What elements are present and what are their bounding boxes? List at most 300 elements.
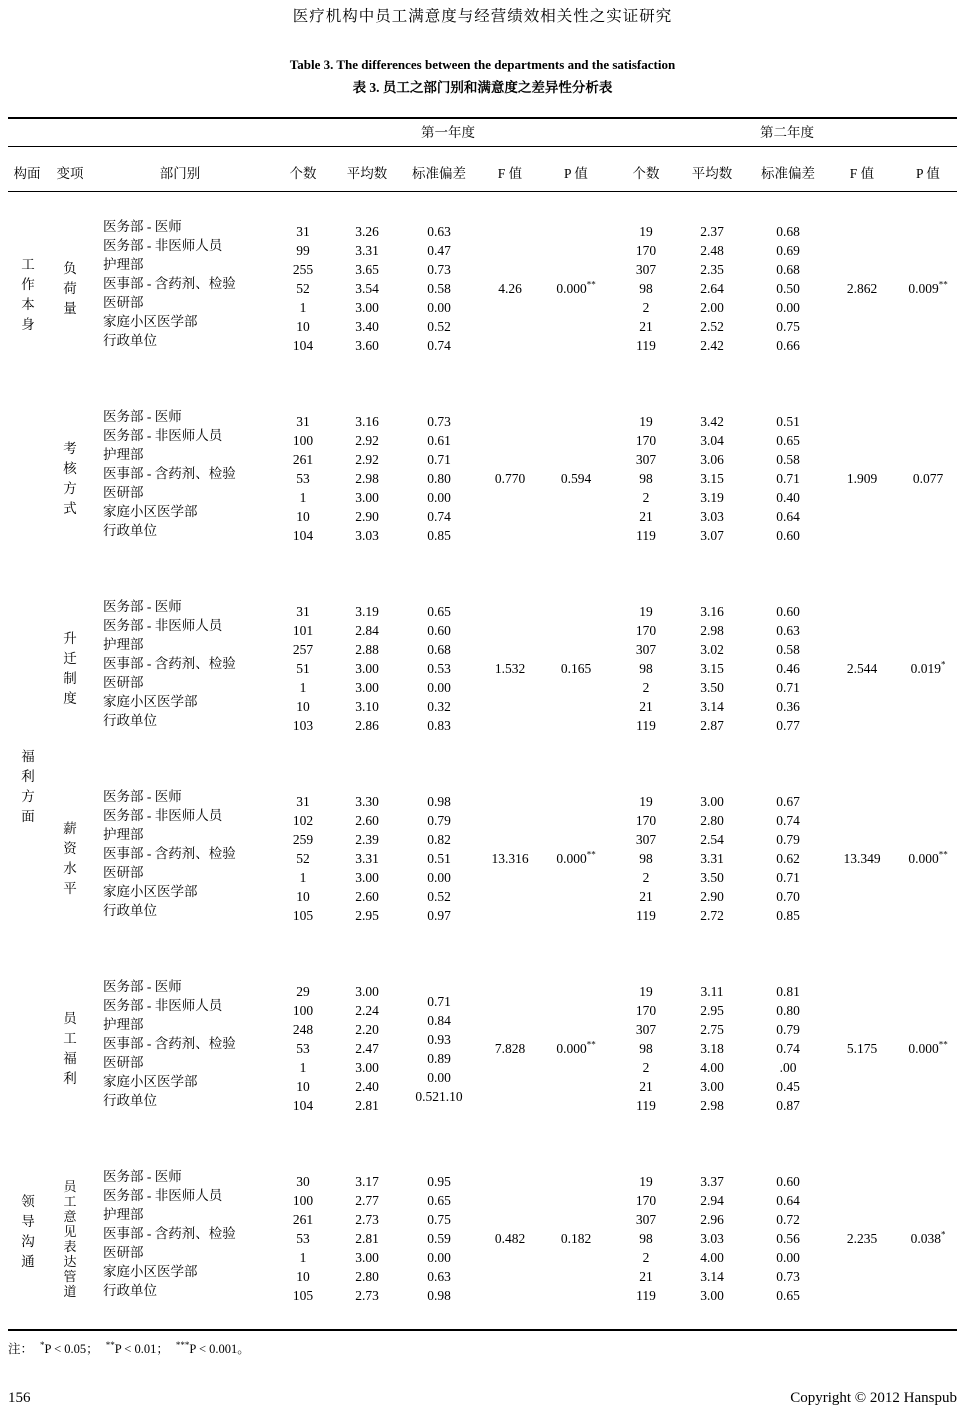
cell-value: 10 xyxy=(296,509,310,524)
cell-value: 医务部 - 非医师人员 xyxy=(103,808,223,823)
cell-value: 0.85 xyxy=(776,908,800,923)
cell-value: 0.73 xyxy=(427,414,451,429)
year2-n-column xyxy=(619,982,673,1115)
cell-value: 医务部 - 医师 xyxy=(103,789,182,804)
cell-value: 3.00 xyxy=(355,870,379,885)
cell-value: 2 xyxy=(642,680,650,695)
cell-value: 3.40 xyxy=(355,319,379,334)
cell-value: 护理部 xyxy=(103,637,144,652)
page-number: 156 xyxy=(8,1390,31,1406)
cell-value: 0.72 xyxy=(776,1212,800,1227)
cell-value: 0.59 xyxy=(427,1231,451,1246)
cell-value: 3.37 xyxy=(700,1174,724,1189)
year1-sd-column xyxy=(404,222,474,355)
cell-value: 0.67 xyxy=(776,794,800,809)
year2-mean-column xyxy=(684,1172,740,1305)
cell-value: 0.73 xyxy=(776,1269,800,1284)
cell-value: 3.00 xyxy=(355,1060,379,1075)
cell-value: 0.98 xyxy=(427,794,451,809)
cell-value: 0.60 xyxy=(776,528,800,543)
cell-value: 19 xyxy=(639,604,653,619)
cell-value: 0.98 xyxy=(427,1288,451,1303)
cell-value: 2.81 xyxy=(355,1231,379,1246)
cell-value: 0.97 xyxy=(427,908,451,923)
cell-value: 医研部 xyxy=(103,295,144,310)
cell-value: 医务部 - 医师 xyxy=(103,1169,182,1184)
cell-value: 2.92 xyxy=(355,433,379,448)
year1-sd-column xyxy=(404,992,474,1106)
department-column xyxy=(103,977,303,1110)
cell-value: 21 xyxy=(639,699,653,714)
cell-value: 2.00 xyxy=(700,300,724,315)
cell-value: 2.98 xyxy=(355,471,379,486)
cell-value: 119 xyxy=(636,908,656,923)
cell-value: 0.00 xyxy=(427,1070,451,1085)
table-title-zh: 表 3. 员工之部门别和满意度之差异性分析表 xyxy=(352,80,613,95)
cell-value: 0.95 xyxy=(427,1174,451,1189)
year2-n-column xyxy=(619,1172,673,1305)
cell-value: 170 xyxy=(635,813,657,828)
table-rule-top xyxy=(8,117,957,119)
column-header-f-y2: F 值 xyxy=(849,166,875,181)
variable-label: 员 工 福 利 xyxy=(63,1010,77,1086)
cell-value: 2.88 xyxy=(355,642,379,657)
cell-value: 行政单位 xyxy=(103,333,157,348)
cell-value: 2.86 xyxy=(355,718,379,733)
cell-value: 0.40 xyxy=(776,490,800,505)
year1-p-value: 0.594 xyxy=(560,471,592,486)
cell-value: 261 xyxy=(292,452,314,467)
cell-value: 1 xyxy=(299,300,307,315)
cell-value: 0.45 xyxy=(776,1079,800,1094)
cell-value: 3.18 xyxy=(700,1041,724,1056)
cell-value: 52 xyxy=(296,851,310,866)
year2-f-value: 5.175 xyxy=(846,1041,878,1056)
year1-p-value: 0.000** xyxy=(556,1039,596,1056)
year1-p-value: 0.000** xyxy=(556,849,596,866)
cell-value: 0.73 xyxy=(427,262,451,277)
cell-value: 105 xyxy=(292,908,314,923)
cell-value: 医研部 xyxy=(103,1055,144,1070)
cell-value: 2.48 xyxy=(700,243,724,258)
cell-value: 0.64 xyxy=(776,509,800,524)
cell-value: 257 xyxy=(292,642,314,657)
cell-value: 3.31 xyxy=(355,851,379,866)
department-column xyxy=(103,217,303,350)
cell-value: 10 xyxy=(296,699,310,714)
cell-value: 2.84 xyxy=(355,623,379,638)
cell-value: 31 xyxy=(296,224,310,239)
year1-sd-column xyxy=(404,792,474,925)
cell-value: 0.51 xyxy=(427,851,451,866)
cell-value: 家庭小区医学部 xyxy=(103,1264,198,1279)
year2-f-value: 2.235 xyxy=(846,1231,878,1246)
cell-value: 307 xyxy=(635,452,657,467)
cell-value: 0.50 xyxy=(776,281,800,296)
cell-value: 2.40 xyxy=(355,1079,379,1094)
year1-n-column xyxy=(276,222,330,355)
cell-value: 0.58 xyxy=(427,281,451,296)
cell-value: 4.00 xyxy=(700,1250,724,1265)
cell-value: 2.20 xyxy=(355,1022,379,1037)
cell-value: 1 xyxy=(299,1250,307,1265)
table-rule-bottom xyxy=(8,1329,957,1331)
year1-f-value: 4.26 xyxy=(498,281,522,296)
table-title-en: Table 3. The differences between the departments and the satisfaction xyxy=(289,57,676,72)
cell-value: 19 xyxy=(639,1174,653,1189)
note-segment: *P < 0.05； xyxy=(40,1339,99,1356)
cell-value: 3.03 xyxy=(700,509,724,524)
year1-mean-column xyxy=(339,792,395,925)
cell-value: 2.60 xyxy=(355,813,379,828)
cell-value: 119 xyxy=(636,528,656,543)
year1-f-value: 7.828 xyxy=(494,1041,526,1056)
cell-value: 医事部 - 含药剂、检验 xyxy=(103,466,236,481)
cell-value: 2.42 xyxy=(700,338,724,353)
cell-value: 3.15 xyxy=(700,661,724,676)
year2-n-column xyxy=(619,792,673,925)
cell-value: 104 xyxy=(292,1098,314,1113)
cell-value: 0.00 xyxy=(427,870,451,885)
cell-value: 3.50 xyxy=(700,870,724,885)
cell-value: 3.04 xyxy=(700,433,724,448)
cell-value: 104 xyxy=(292,338,314,353)
cell-value: 2.77 xyxy=(355,1193,379,1208)
cell-value: 医事部 - 含药剂、检验 xyxy=(103,276,236,291)
cell-value: 119 xyxy=(636,1098,656,1113)
cell-value: 255 xyxy=(292,262,314,277)
cell-value: 119 xyxy=(636,338,656,353)
cell-value: 0.51 xyxy=(776,414,800,429)
cell-value: 0.71 xyxy=(427,994,451,1009)
column-header-p-y1: P 值 xyxy=(564,166,588,181)
cell-value: 103 xyxy=(292,718,314,733)
cell-value: 医事部 - 含药剂、检验 xyxy=(103,1036,236,1051)
year1-mean-column xyxy=(339,222,395,355)
cell-value: 2.90 xyxy=(700,889,724,904)
cell-value: 307 xyxy=(635,1022,657,1037)
table-rule-mid xyxy=(8,146,957,147)
cell-value: 0.64 xyxy=(776,1193,800,1208)
cell-value: 21 xyxy=(639,1269,653,1284)
cell-value: 2.47 xyxy=(355,1041,379,1056)
cell-value: 4.00 xyxy=(700,1060,724,1075)
cell-value: 3.03 xyxy=(700,1231,724,1246)
cell-value: 0.63 xyxy=(776,623,800,638)
cell-value: 0.84 xyxy=(427,1013,451,1028)
column-header-n-y2: 个数 xyxy=(632,166,660,181)
column-header-sd-y1: 标准偏差 xyxy=(412,166,466,181)
cell-value: 0.81 xyxy=(776,984,800,999)
cell-value: 3.54 xyxy=(355,281,379,296)
cell-value: 护理部 xyxy=(103,257,144,272)
cell-value: 21 xyxy=(639,319,653,334)
cell-value: 307 xyxy=(635,1212,657,1227)
year1-p-value: 0.165 xyxy=(560,661,592,676)
group-label-leadership: 领 导 沟 通 xyxy=(21,1194,35,1269)
variable-label: 员 工 意 见 表 达 管 道 xyxy=(63,1178,77,1299)
column-header-goumian: 构面 xyxy=(13,166,41,181)
year2-f-value: 2.544 xyxy=(846,661,878,676)
column-header-bianxiang: 变项 xyxy=(56,166,84,181)
cell-value: 0.75 xyxy=(427,1212,451,1227)
cell-value: 0.65 xyxy=(776,1288,800,1303)
cell-value: .00 xyxy=(779,1060,797,1075)
cell-value: 31 xyxy=(296,604,310,619)
cell-value: 医务部 - 医师 xyxy=(103,599,182,614)
cell-value: 2.73 xyxy=(355,1288,379,1303)
cell-value: 3.42 xyxy=(700,414,724,429)
cell-value: 31 xyxy=(296,794,310,809)
cell-value: 0.79 xyxy=(776,832,800,847)
department-column xyxy=(103,787,303,920)
cell-value: 医务部 - 医师 xyxy=(103,979,182,994)
cell-value: 医研部 xyxy=(103,675,144,690)
cell-value: 99 xyxy=(296,243,310,258)
cell-value: 0.74 xyxy=(776,813,800,828)
cell-value: 0.83 xyxy=(427,718,451,733)
note-prefix: 注： xyxy=(8,1342,34,1356)
cell-value: 0.89 xyxy=(427,1051,451,1066)
cell-value: 3.17 xyxy=(355,1174,379,1189)
cell-value: 3.02 xyxy=(700,642,724,657)
cell-value: 3.00 xyxy=(355,984,379,999)
cell-value: 护理部 xyxy=(103,447,144,462)
cell-value: 1 xyxy=(299,870,307,885)
cell-value: 3.15 xyxy=(700,471,724,486)
department-column xyxy=(103,407,303,540)
cell-value: 10 xyxy=(296,319,310,334)
cell-value: 98 xyxy=(639,1231,653,1246)
year2-p-value: 0.038* xyxy=(910,1229,946,1246)
cell-value: 2.37 xyxy=(700,224,724,239)
cell-value: 0.71 xyxy=(776,870,800,885)
year2-p-value: 0.000** xyxy=(908,1039,948,1056)
cell-value: 170 xyxy=(635,1003,657,1018)
cell-value: 29 xyxy=(296,984,310,999)
cell-value: 0.75 xyxy=(776,319,800,334)
cell-value: 行政单位 xyxy=(103,713,157,728)
cell-value: 170 xyxy=(635,243,657,258)
cell-value: 0.71 xyxy=(427,452,451,467)
cell-value: 3.00 xyxy=(355,490,379,505)
cell-value: 170 xyxy=(635,1193,657,1208)
cell-value: 2.87 xyxy=(700,718,724,733)
variable-label: 负 荷 量 xyxy=(63,260,77,316)
cell-value: 0.56 xyxy=(776,1231,800,1246)
group-label-welfare: 福 利 方 面 xyxy=(21,749,35,824)
cell-value: 3.06 xyxy=(700,452,724,467)
cell-value: 医研部 xyxy=(103,1245,144,1260)
cell-value: 2 xyxy=(642,1250,650,1265)
cell-value: 0.46 xyxy=(776,661,800,676)
cell-value: 2.54 xyxy=(700,832,724,847)
table-block xyxy=(0,1169,965,1305)
cell-value: 0.82 xyxy=(427,832,451,847)
year2-n-column xyxy=(619,222,673,355)
year1-sd-column xyxy=(404,602,474,735)
table-block xyxy=(0,599,965,735)
cell-value: 2.73 xyxy=(355,1212,379,1227)
table-block xyxy=(0,219,965,355)
cell-value: 3.14 xyxy=(700,699,724,714)
cell-value: 248 xyxy=(292,1022,314,1037)
cell-value: 0.62 xyxy=(776,851,800,866)
cell-value: 2.95 xyxy=(700,1003,724,1018)
cell-value: 170 xyxy=(635,623,657,638)
year2-n-column xyxy=(619,602,673,735)
cell-value: 31 xyxy=(296,414,310,429)
cell-value: 21 xyxy=(639,509,653,524)
cell-value: 19 xyxy=(639,794,653,809)
cell-value: 2.35 xyxy=(700,262,724,277)
cell-value: 10 xyxy=(296,1079,310,1094)
cell-value: 3.00 xyxy=(700,1288,724,1303)
cell-value: 家庭小区医学部 xyxy=(103,1074,198,1089)
cell-value: 2.94 xyxy=(700,1193,724,1208)
cell-value: 3.00 xyxy=(355,661,379,676)
table-rule-subheader xyxy=(8,191,957,192)
column-header-sd-y2: 标准偏差 xyxy=(761,166,815,181)
cell-value: 2.96 xyxy=(700,1212,724,1227)
cell-value: 0.00 xyxy=(776,1250,800,1265)
year1-mean-column xyxy=(339,1172,395,1305)
cell-value: 100 xyxy=(292,433,314,448)
cell-value: 98 xyxy=(639,661,653,676)
cell-value: 105 xyxy=(292,1288,314,1303)
cell-value: 0.66 xyxy=(776,338,800,353)
cell-value: 行政单位 xyxy=(103,1093,157,1108)
cell-value: 2 xyxy=(642,1060,650,1075)
variable-label: 升 迁 制 度 xyxy=(63,630,77,706)
year2-f-value: 2.862 xyxy=(846,281,878,296)
department-column xyxy=(103,1167,303,1300)
cell-value: 护理部 xyxy=(103,1017,144,1032)
year1-f-value: 1.532 xyxy=(494,661,526,676)
cell-value: 护理部 xyxy=(103,1207,144,1222)
cell-value: 53 xyxy=(296,471,310,486)
cell-value: 0.68 xyxy=(427,642,451,657)
column-header-mean-y1: 平均数 xyxy=(346,166,388,181)
cell-value: 3.19 xyxy=(355,604,379,619)
cell-value: 0.00 xyxy=(776,300,800,315)
cell-value: 0.74 xyxy=(427,509,451,524)
cell-value: 98 xyxy=(639,1041,653,1056)
cell-value: 259 xyxy=(292,832,314,847)
cell-value: 2.64 xyxy=(700,281,724,296)
cell-value: 2.24 xyxy=(355,1003,379,1018)
cell-value: 0.521.10 xyxy=(415,1089,463,1104)
cell-value: 53 xyxy=(296,1231,310,1246)
cell-value: 0.63 xyxy=(427,1269,451,1284)
department-column xyxy=(103,597,303,730)
cell-value: 3.50 xyxy=(700,680,724,695)
year2-sd-column xyxy=(753,412,823,545)
cell-value: 0.52 xyxy=(427,319,451,334)
cell-value: 0.80 xyxy=(427,471,451,486)
cell-value: 家庭小区医学部 xyxy=(103,504,198,519)
year1-f-value: 13.316 xyxy=(491,851,529,866)
cell-value: 2.92 xyxy=(355,452,379,467)
cell-value: 119 xyxy=(636,1288,656,1303)
year2-mean-column xyxy=(684,412,740,545)
cell-value: 102 xyxy=(292,813,314,828)
cell-value: 0.60 xyxy=(776,1174,800,1189)
cell-value: 2.98 xyxy=(700,1098,724,1113)
cell-value: 0.58 xyxy=(776,642,800,657)
cell-value: 98 xyxy=(639,851,653,866)
cell-value: 医务部 - 非医师人员 xyxy=(103,428,223,443)
cell-value: 护理部 xyxy=(103,827,144,842)
cell-value: 3.14 xyxy=(700,1269,724,1284)
cell-value: 2 xyxy=(642,300,650,315)
cell-value: 19 xyxy=(639,224,653,239)
year2-sd-column xyxy=(753,792,823,925)
cell-value: 3.31 xyxy=(700,851,724,866)
cell-value: 2.60 xyxy=(355,889,379,904)
cell-value: 行政单位 xyxy=(103,903,157,918)
cell-value: 0.00 xyxy=(427,1250,451,1265)
year1-f-value: 0.770 xyxy=(494,471,526,486)
year2-mean-column xyxy=(684,602,740,735)
year1-f-value: 0.482 xyxy=(494,1231,526,1246)
cell-value: 2 xyxy=(642,870,650,885)
cell-value: 2.80 xyxy=(355,1269,379,1284)
year1-mean-column xyxy=(339,602,395,735)
year1-p-value: 0.182 xyxy=(560,1231,592,1246)
cell-value: 101 xyxy=(292,623,314,638)
year2-sd-column xyxy=(753,222,823,355)
cell-value: 3.60 xyxy=(355,338,379,353)
year1-sd-column xyxy=(404,412,474,545)
significance-note xyxy=(8,1339,250,1357)
cell-value: 307 xyxy=(635,642,657,657)
cell-value: 3.00 xyxy=(355,300,379,315)
cell-value: 家庭小区医学部 xyxy=(103,884,198,899)
cell-value: 53 xyxy=(296,1041,310,1056)
cell-value: 0.36 xyxy=(776,699,800,714)
cell-value: 119 xyxy=(636,718,656,733)
cell-value: 0.53 xyxy=(427,661,451,676)
year1-n-column xyxy=(276,982,330,1115)
cell-value: 医事部 - 含药剂、检验 xyxy=(103,656,236,671)
year2-mean-column xyxy=(684,222,740,355)
table-block xyxy=(0,409,965,545)
cell-value: 0.63 xyxy=(427,224,451,239)
column-header-mean-y2: 平均数 xyxy=(691,166,733,181)
cell-value: 医务部 - 非医师人员 xyxy=(103,238,223,253)
cell-value: 0.93 xyxy=(427,1032,451,1047)
cell-value: 100 xyxy=(292,1193,314,1208)
cell-value: 医务部 - 非医师人员 xyxy=(103,1188,223,1203)
cell-value: 170 xyxy=(635,433,657,448)
note-segment: ***P < 0.001。 xyxy=(175,1339,250,1356)
cell-value: 0.58 xyxy=(776,452,800,467)
cell-value: 2.98 xyxy=(700,623,724,638)
cell-value: 0.00 xyxy=(427,300,451,315)
cell-value: 0.79 xyxy=(776,1022,800,1037)
table-block xyxy=(0,979,965,1115)
year2-f-value: 1.909 xyxy=(846,471,878,486)
cell-value: 0.80 xyxy=(776,1003,800,1018)
cell-value: 307 xyxy=(635,262,657,277)
cell-value: 3.65 xyxy=(355,262,379,277)
cell-value: 0.00 xyxy=(427,680,451,695)
cell-value: 0.85 xyxy=(427,528,451,543)
cell-value: 3.00 xyxy=(355,680,379,695)
cell-value: 1 xyxy=(299,680,307,695)
cell-value: 2 xyxy=(642,490,650,505)
